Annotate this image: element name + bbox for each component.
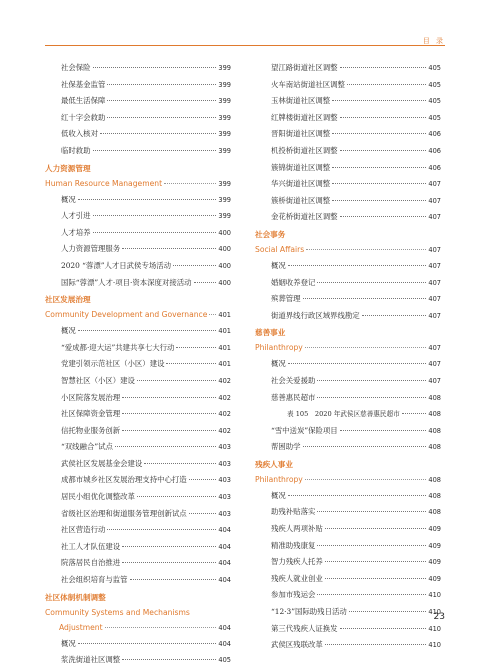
entry-page: 403 bbox=[218, 476, 231, 485]
toc-entry[interactable] bbox=[255, 126, 441, 143]
toc-left-column bbox=[45, 60, 231, 669]
entry-page: 404 bbox=[218, 526, 231, 535]
toc-entry[interactable] bbox=[45, 406, 231, 423]
section-title-cn: 社区发展治理 bbox=[45, 295, 91, 305]
dot-leader bbox=[303, 298, 427, 299]
dot-leader bbox=[107, 529, 216, 530]
entry-page: 408 bbox=[428, 508, 441, 517]
entry-title: 智慧社区（小区）建设 bbox=[61, 375, 135, 385]
toc-entry[interactable] bbox=[45, 126, 231, 143]
entry-page: 399 bbox=[218, 179, 231, 188]
page-number: 23 bbox=[433, 612, 445, 622]
entry-title: 第三代残疾人证换发 bbox=[271, 623, 338, 633]
dot-leader bbox=[349, 611, 427, 612]
entry-title: 簇锦街道社区调整 bbox=[271, 162, 331, 172]
dot-leader bbox=[332, 100, 426, 101]
toc-entry[interactable] bbox=[45, 258, 231, 275]
dot-leader bbox=[78, 643, 217, 644]
section-title-cn: 残疾人事业 bbox=[255, 459, 293, 469]
dot-leader bbox=[317, 511, 426, 512]
toc-entry[interactable] bbox=[255, 587, 441, 604]
dot-leader bbox=[122, 397, 216, 398]
entry-page: 400 bbox=[218, 245, 231, 254]
entry-page: 407 bbox=[428, 344, 441, 353]
entry-page: 402 bbox=[218, 426, 231, 435]
entry-title: 信托物业服务创新 bbox=[61, 425, 121, 435]
toc-entry[interactable] bbox=[45, 506, 231, 523]
entry-title: “12·3”国际助残日活动 bbox=[271, 607, 347, 617]
entry-page: 407 bbox=[428, 213, 441, 222]
entry-page: 410 bbox=[428, 641, 441, 650]
toc-entry[interactable] bbox=[255, 488, 441, 505]
dot-leader bbox=[194, 282, 217, 283]
toc-entry[interactable] bbox=[255, 621, 441, 638]
toc-entry[interactable] bbox=[45, 572, 231, 589]
toc-entry[interactable] bbox=[45, 539, 231, 556]
dot-leader bbox=[122, 413, 216, 414]
dot-leader bbox=[93, 215, 217, 216]
dot-leader bbox=[122, 248, 216, 249]
section-title-en[interactable] bbox=[45, 307, 231, 323]
section-title-cn: 社会事务 bbox=[255, 229, 286, 239]
dot-leader bbox=[303, 446, 427, 447]
toc-entry[interactable] bbox=[45, 555, 231, 572]
dot-leader bbox=[100, 133, 216, 134]
entry-page: 408 bbox=[428, 426, 441, 435]
entry-title: 国际“蓉漂”人才·项目·资本深度对接活动 bbox=[61, 277, 192, 287]
section-title-cn: 人力资源管理 bbox=[45, 163, 91, 173]
entry-page: 401 bbox=[218, 343, 231, 352]
dot-leader bbox=[325, 644, 427, 645]
toc-entry[interactable] bbox=[45, 225, 231, 242]
toc-entry[interactable] bbox=[45, 652, 231, 669]
entry-title: Philanthropy bbox=[255, 474, 303, 484]
dot-leader bbox=[306, 249, 426, 250]
entry-title: 红十字会救助 bbox=[61, 112, 106, 122]
toc-entry[interactable] bbox=[255, 308, 441, 325]
dot-leader bbox=[340, 430, 427, 431]
toc-entry[interactable] bbox=[45, 143, 231, 160]
entry-title: 党建引领示范社区（小区）建设 bbox=[61, 359, 165, 369]
entry-title: 华兴街道社区调整 bbox=[271, 179, 331, 189]
entry-title: Adjustment bbox=[59, 622, 103, 632]
entry-page: 404 bbox=[218, 639, 231, 648]
dot-leader bbox=[164, 183, 216, 184]
entry-page: 408 bbox=[428, 410, 441, 419]
entry-page: 407 bbox=[428, 261, 441, 270]
entry-page: 404 bbox=[218, 542, 231, 551]
dot-leader bbox=[317, 594, 426, 595]
entry-page: 408 bbox=[428, 443, 441, 452]
entry-title: 社区保障资金管理 bbox=[61, 409, 121, 419]
toc-entry[interactable] bbox=[255, 258, 441, 275]
entry-title: 社会关爱援助 bbox=[271, 375, 316, 385]
entry-title: 玉林街道社区调整 bbox=[271, 96, 331, 106]
entry-title: 最低生活保障 bbox=[61, 96, 106, 106]
dot-leader bbox=[340, 67, 427, 68]
dot-leader bbox=[362, 315, 427, 316]
dot-leader bbox=[173, 265, 216, 266]
toc-entry[interactable] bbox=[255, 390, 441, 407]
entry-page: 402 bbox=[218, 410, 231, 419]
entry-title: 武侯区残联改革 bbox=[271, 640, 323, 650]
toc-entry[interactable] bbox=[255, 209, 441, 226]
entry-title: 概况 bbox=[271, 490, 286, 500]
toc-entry[interactable] bbox=[45, 323, 231, 340]
section-title-cn: 社区体制机制调整 bbox=[45, 592, 106, 602]
dot-leader bbox=[107, 100, 216, 101]
entry-title: 晋阳街道社区调整 bbox=[271, 129, 331, 139]
entry-page: 407 bbox=[428, 278, 441, 287]
entry-page: 407 bbox=[428, 295, 441, 304]
entry-title: 望江路街道社区调整 bbox=[271, 63, 338, 72]
entry-page: 407 bbox=[428, 245, 441, 254]
toc-entry[interactable] bbox=[45, 423, 231, 440]
dot-leader bbox=[130, 579, 217, 580]
dot-leader bbox=[137, 496, 216, 497]
dot-leader bbox=[332, 183, 426, 184]
entry-title: 表 105 2020 年武侯区慈善惠民超市 bbox=[287, 410, 400, 419]
entry-page: 407 bbox=[428, 311, 441, 320]
dot-leader bbox=[288, 265, 427, 266]
dot-leader bbox=[137, 380, 216, 381]
entry-title: 武侯社区发展基金会建设 bbox=[61, 458, 143, 468]
toc-entry[interactable] bbox=[255, 554, 441, 571]
toc-entry[interactable] bbox=[45, 340, 231, 357]
entry-title: “双线融合”试点 bbox=[61, 442, 113, 452]
entry-page: 404 bbox=[218, 623, 231, 632]
toc-entry[interactable] bbox=[45, 373, 231, 390]
toc-entry[interactable] bbox=[255, 160, 441, 177]
entry-title: 省级社区治理和街道服务管理创新试点 bbox=[61, 508, 187, 518]
entry-page: 401 bbox=[218, 311, 231, 320]
toc-entry[interactable] bbox=[45, 275, 231, 292]
dot-leader bbox=[288, 363, 427, 364]
dot-leader bbox=[93, 232, 217, 233]
toc-entry[interactable] bbox=[45, 489, 231, 506]
dot-leader bbox=[122, 562, 216, 563]
dot-leader bbox=[122, 546, 216, 547]
dot-leader bbox=[105, 627, 217, 628]
section-title-en[interactable] bbox=[255, 340, 441, 356]
entry-page: 399 bbox=[218, 64, 231, 72]
entry-page: 399 bbox=[218, 113, 231, 122]
entry-page: 403 bbox=[218, 493, 231, 502]
entry-title: 概况 bbox=[61, 326, 76, 336]
section-title-en[interactable] bbox=[255, 242, 441, 258]
entry-page: 404 bbox=[218, 559, 231, 568]
dot-leader bbox=[166, 363, 216, 364]
toc-entry[interactable] bbox=[45, 356, 231, 373]
entry-title: 2020 “蓉漂”人才日武侯专场活动 bbox=[61, 260, 172, 270]
dot-leader bbox=[325, 578, 427, 579]
toc-entry[interactable] bbox=[255, 423, 441, 440]
entry-page: 403 bbox=[218, 509, 231, 518]
toc-entry[interactable] bbox=[255, 291, 441, 308]
dot-leader bbox=[115, 446, 217, 447]
entry-title: 临时救助 bbox=[61, 145, 91, 155]
entry-page: 401 bbox=[218, 360, 231, 369]
entry-page: 405 bbox=[428, 80, 441, 89]
entry-page: 405 bbox=[218, 656, 231, 665]
entry-page: 409 bbox=[428, 541, 441, 550]
dot-leader bbox=[317, 397, 426, 398]
entry-title: 智力残疾人托养 bbox=[271, 557, 323, 567]
toc-entry[interactable] bbox=[255, 504, 441, 521]
entry-title: Social Affairs bbox=[255, 244, 305, 254]
dot-leader bbox=[317, 282, 426, 283]
entry-title: 人力资源管理服务 bbox=[61, 244, 121, 254]
entry-page: 404 bbox=[218, 576, 231, 585]
dot-leader bbox=[122, 659, 216, 660]
toc-entry[interactable] bbox=[45, 522, 231, 539]
toc-entry[interactable] bbox=[255, 538, 441, 555]
dot-leader bbox=[209, 314, 216, 315]
dot-leader bbox=[402, 413, 427, 414]
entry-page: 407 bbox=[428, 376, 441, 385]
entry-page: 409 bbox=[428, 558, 441, 567]
entry-title: 人才引进 bbox=[61, 211, 91, 221]
entry-title: 帮困助学 bbox=[271, 442, 301, 452]
entry-title: 院落居民自治推进 bbox=[61, 558, 121, 568]
dot-leader bbox=[107, 117, 216, 118]
entry-page: 405 bbox=[428, 113, 441, 122]
dot-leader bbox=[332, 167, 426, 168]
header-rule bbox=[45, 45, 445, 46]
entry-title: 精准助残康复 bbox=[271, 540, 316, 550]
entry-page: 407 bbox=[428, 180, 441, 189]
running-header: 目 录 bbox=[422, 37, 445, 45]
toc-entry[interactable] bbox=[255, 521, 441, 538]
toc-entry[interactable] bbox=[45, 636, 231, 653]
toc-entry[interactable] bbox=[255, 176, 441, 193]
entry-title: 人才培养 bbox=[61, 227, 91, 237]
toc-entry[interactable] bbox=[255, 93, 441, 110]
entry-page: 410 bbox=[428, 591, 441, 600]
dot-leader bbox=[340, 150, 427, 151]
entry-title: 残疾人就业创业 bbox=[271, 573, 323, 583]
entry-title: 机投桥街道社区调整 bbox=[271, 145, 338, 155]
toc-entry[interactable] bbox=[45, 390, 231, 407]
entry-page: 409 bbox=[428, 574, 441, 583]
entry-page: 401 bbox=[218, 327, 231, 336]
toc-entry[interactable] bbox=[255, 373, 441, 390]
entry-title: 婚姻收养登记 bbox=[271, 277, 316, 287]
entry-page: 402 bbox=[218, 376, 231, 385]
entry-page: 399 bbox=[218, 212, 231, 221]
entry-title: 街道界线行政区域界线勘定 bbox=[271, 310, 360, 320]
toc-entry[interactable] bbox=[255, 356, 441, 373]
entry-page: 408 bbox=[428, 475, 441, 484]
entry-title: “爱成都·迎大运”共建共享七大行动 bbox=[61, 342, 175, 352]
toc-entry[interactable] bbox=[255, 571, 441, 588]
dot-leader bbox=[107, 84, 216, 85]
toc-entry[interactable] bbox=[45, 192, 231, 209]
entry-page: 406 bbox=[428, 146, 441, 155]
dot-leader bbox=[78, 330, 217, 331]
toc-entry[interactable] bbox=[255, 439, 441, 456]
entry-title: 社工人才队伍建设 bbox=[61, 541, 121, 551]
toc-entry[interactable] bbox=[255, 143, 441, 160]
entry-title: Community Development and Governance bbox=[45, 310, 208, 320]
entry-title: 浆洗街道社区调整 bbox=[61, 655, 121, 665]
dot-leader bbox=[189, 513, 217, 514]
toc-entry[interactable] bbox=[45, 93, 231, 110]
dot-leader bbox=[288, 495, 427, 496]
entry-page: 403 bbox=[218, 443, 231, 452]
entry-page: 399 bbox=[218, 146, 231, 155]
toc-entry[interactable] bbox=[45, 241, 231, 258]
toc-entry[interactable] bbox=[45, 472, 231, 489]
dot-leader bbox=[93, 67, 217, 68]
dot-leader bbox=[340, 117, 427, 118]
dot-leader bbox=[325, 528, 427, 529]
toc-entry[interactable] bbox=[255, 77, 441, 94]
dot-leader bbox=[189, 479, 217, 480]
entry-title: 金花桥街道社区调整 bbox=[271, 212, 338, 222]
entry-title: “雪中送炭”保险项目 bbox=[271, 425, 338, 435]
toc-entry[interactable] bbox=[255, 604, 441, 621]
dot-leader bbox=[332, 200, 426, 201]
entry-page: 405 bbox=[428, 97, 441, 106]
toc-entry[interactable] bbox=[45, 60, 231, 77]
entry-title: 小区院落发展治理 bbox=[61, 392, 121, 402]
toc-entry[interactable] bbox=[255, 193, 441, 210]
toc-table-entry[interactable] bbox=[255, 406, 441, 423]
entry-title: 居民小组优化调整改革 bbox=[61, 492, 135, 502]
dot-leader bbox=[317, 380, 426, 381]
entry-title: Human Resource Management bbox=[45, 178, 163, 188]
entry-page: 409 bbox=[428, 525, 441, 534]
toc-entry[interactable] bbox=[45, 439, 231, 456]
dot-leader bbox=[317, 545, 426, 546]
entry-page: 399 bbox=[218, 195, 231, 204]
entry-title: 红牌楼街道社区调整 bbox=[271, 112, 338, 122]
toc-entry[interactable] bbox=[255, 110, 441, 127]
toc-entry[interactable] bbox=[45, 110, 231, 127]
entry-page: 400 bbox=[218, 278, 231, 287]
toc-entry[interactable] bbox=[255, 637, 441, 654]
entry-title: 参加市残运会 bbox=[271, 590, 316, 600]
section-title-en[interactable] bbox=[45, 620, 231, 636]
entry-title: 殡葬管理 bbox=[271, 294, 301, 304]
entry-title: 簇桥街道社区调整 bbox=[271, 195, 331, 205]
toc-entry[interactable] bbox=[45, 456, 231, 473]
entry-title: 概况 bbox=[61, 638, 76, 648]
entry-title: 概况 bbox=[61, 194, 76, 204]
dot-leader bbox=[144, 463, 216, 464]
entry-title: 社会组织培育与监管 bbox=[61, 575, 128, 585]
entry-page: 406 bbox=[428, 163, 441, 172]
entry-page: 408 bbox=[428, 491, 441, 500]
entry-title: 低收入核对 bbox=[61, 129, 98, 139]
entry-page: 400 bbox=[218, 261, 231, 270]
entry-title: 成都市城乡社区发展治理支持中心打造 bbox=[61, 475, 187, 485]
dot-leader bbox=[332, 133, 426, 134]
dot-leader bbox=[340, 216, 427, 217]
dot-leader bbox=[78, 199, 217, 200]
entry-title: 助残补贴落实 bbox=[271, 507, 316, 517]
entry-page: 406 bbox=[428, 130, 441, 139]
entry-page: 407 bbox=[428, 360, 441, 369]
entry-title: 社会保险 bbox=[61, 63, 91, 72]
entry-page: 407 bbox=[428, 196, 441, 205]
entry-page: 399 bbox=[218, 80, 231, 89]
section-title-en: Community Systems and Mechanisms bbox=[45, 607, 190, 617]
dot-leader bbox=[93, 150, 217, 151]
entry-page: 410 bbox=[428, 608, 441, 617]
dot-leader bbox=[347, 84, 426, 85]
dot-leader bbox=[305, 479, 427, 480]
entry-page: 399 bbox=[218, 97, 231, 106]
entry-page: 403 bbox=[218, 459, 231, 468]
entry-page: 402 bbox=[218, 393, 231, 402]
entry-title: 社保基金监管 bbox=[61, 79, 106, 89]
entry-title: 残疾人两项补贴 bbox=[271, 524, 323, 534]
dot-leader bbox=[305, 347, 427, 348]
entry-title: 火车南站街道社区调整 bbox=[271, 79, 345, 89]
dot-leader bbox=[325, 561, 427, 562]
entry-page: 399 bbox=[218, 130, 231, 139]
entry-title: 概况 bbox=[271, 260, 286, 270]
toc-entry[interactable] bbox=[45, 77, 231, 94]
entry-page: 400 bbox=[218, 228, 231, 237]
section-title-cn: 慈善事业 bbox=[255, 328, 286, 338]
entry-title: 社区营造行动 bbox=[61, 525, 106, 535]
toc-entry[interactable] bbox=[255, 275, 441, 292]
entry-title: Philanthropy bbox=[255, 343, 303, 353]
dot-leader bbox=[340, 628, 427, 629]
section-title-en[interactable] bbox=[255, 472, 441, 488]
entry-title: 概况 bbox=[271, 359, 286, 369]
entry-page: 405 bbox=[428, 64, 441, 72]
toc-entry[interactable] bbox=[255, 60, 441, 77]
entry-title: 慈善惠民超市 bbox=[271, 392, 316, 402]
toc-entry[interactable] bbox=[45, 208, 231, 225]
section-title-en[interactable] bbox=[45, 176, 231, 192]
dot-leader bbox=[122, 430, 216, 431]
toc-right-column bbox=[255, 60, 441, 654]
entry-page: 408 bbox=[428, 393, 441, 402]
dot-leader bbox=[176, 347, 216, 348]
entry-page: 410 bbox=[428, 624, 441, 633]
